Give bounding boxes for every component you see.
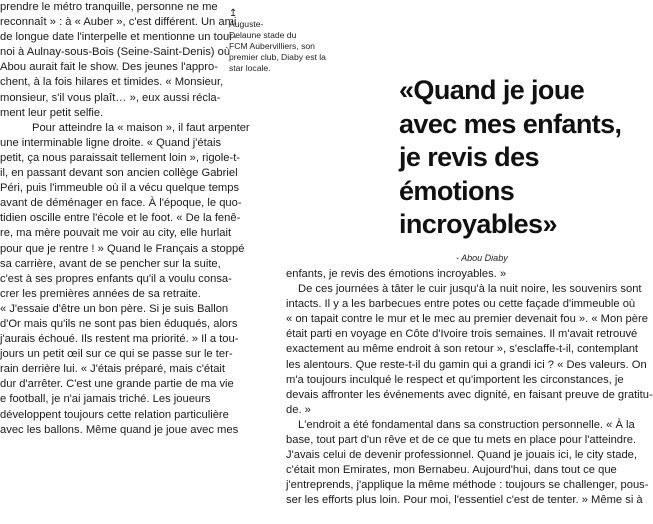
left-line: reconnaît » : à « Auber », c'est différent. Un ami — [0, 16, 237, 29]
left-line: j'aurais échoué. Ils restent ma priorité. » Il a tou- — [0, 333, 239, 346]
caption-line: Delaune stade du — [229, 30, 297, 40]
caption-line: star locale. — [229, 63, 271, 73]
pull-quote-line: émotions — [399, 175, 515, 206]
left-line: jours un petit œil sur ce qui se passe sur le ter- — [0, 348, 233, 361]
left-line: il, en passant devant son ancien collège Gabriel — [0, 167, 238, 180]
left-line: pour que je rentre ! » Quand le Français a stoppé — [0, 242, 245, 255]
left-line: e football, je n'ai jamais triché. Les joueurs — [0, 393, 211, 406]
right-line: m'a toujours inculqué le respect et qu'importent les circonstances, je — [286, 373, 624, 386]
left-line: d'Or mais qu'ils ne sont pas bien éduqués, alors — [0, 317, 238, 330]
pull-quote-author: - Abou Diaby — [456, 253, 508, 263]
pull-quote — [399, 74, 651, 242]
right-line: L'endroit a été fondamental dans sa construction personnelle. « À la — [298, 418, 635, 431]
caption-line: Auguste- — [229, 19, 264, 29]
left-line: de longue date l'interpelle et mentionne un tour- — [0, 31, 237, 44]
right-line: j'entreprends, j'applique la même méthode : toujours se challenger, pous- — [286, 479, 649, 492]
left-line: noi à Aulnay-sous-Bois (Seine-Saint-Denis) où — [0, 46, 231, 59]
left-line: dur d'arrêter. C'est une grande partie de ma vie — [0, 378, 234, 391]
left-line: Pour atteindre la « maison », il faut arpenter — [32, 121, 250, 134]
right-line: J'avais celui de devenir professionnel. Quand je jouais ici, le city stade, — [286, 449, 638, 462]
right-line: c'était mon Emirates, mon Bernabeu. Aujourd'hui, dans tout ce que — [286, 464, 617, 477]
photo-caption — [229, 9, 339, 74]
pull-quote-line: incroyables» — [399, 209, 557, 239]
left-line: avant de déménager en face. À l'époque, le quo- — [0, 197, 242, 210]
right-line: base, tout part d'un rêve et de ce que tu mets en place pour l'atteindre. — [286, 434, 637, 447]
left-line: Péri, puis l'immeuble où il a vécu quelque temps — [0, 182, 240, 195]
caption-line: premier club, Diaby est la — [229, 52, 326, 62]
left-line: prendre le métro tranquille, personne ne me — [0, 1, 218, 13]
right-line: était parti en voyage en Côte d'Ivoire trois semaines. Il m'avait retrouvé — [286, 328, 638, 341]
right-line: exactement au même endroit à son retour », s'esclaffe-t-il, contemplant — [286, 343, 639, 356]
left-line: chent, à la fois hilares et timides. « Monsieur, — [0, 76, 224, 89]
left-line: avec les ballons. Même quand je joue avec mes — [0, 423, 239, 436]
left-line: c'est à ses propres enfants qu'il a voulu consa- — [0, 272, 232, 285]
pull-quote-line: avec mes enfants, — [399, 108, 622, 139]
left-line: tidien oscille entre l'école et le foot. « De la fenê- — [0, 212, 241, 225]
right-line: ser les efforts plus loin. Pour moi, l'essentiel c'est de tenter. » Même si à — [286, 494, 643, 507]
right-line: les alentours. Que reste-t-il du gamin qui a grandi ici ? « Des valeurs. On — [286, 358, 647, 371]
left-line: « J'essaie d'être un bon père. Si je suis Ballon — [0, 302, 229, 315]
right-article-column — [286, 267, 653, 509]
left-line: ment leur petit selfie. — [0, 106, 104, 119]
left-line: petit, ça nous paraissait tellement loin », rigole-t- — [0, 151, 241, 164]
right-line: « on tapait contre le mur et le mec au premier devenait fou ». « Mon père — [286, 313, 648, 326]
right-line: enfants, je revis des émotions incroyables. » — [286, 268, 507, 280]
right-line: devais affronter les événements avec dignité, en faisant preuve de gratitu- — [286, 388, 653, 401]
left-line: une interminable ligne droite. « Quand j'étais — [0, 136, 222, 149]
caption-line: FCM Aubervilliers, son — [229, 41, 315, 51]
left-line: re, ma mère pouvait me voir au city, elle hurlait — [0, 227, 232, 240]
caption-arrow-icon: ↥ — [229, 8, 238, 19]
left-line: rain derrière lui. « J'étais préparé, mais c'était — [0, 363, 226, 376]
pull-quote-line: je revis des — [399, 142, 539, 172]
right-line: de. » — [286, 403, 311, 416]
right-line: De ces journées à tâter le cuir jusqu'à la nuit noire, les souvenirs sont — [298, 283, 642, 296]
left-line: sa carrière, avant de se pencher sur la suite, — [0, 257, 221, 270]
pull-quote-line: «Quand je joue — [399, 75, 585, 105]
right-line: intacts. Il y a les barbecues entre potes ou cette façade d'immeuble où — [286, 298, 636, 311]
left-line: développent toujours cette relation particulière — [0, 408, 229, 421]
left-line: monsieur, s'il vous plaît… », eux aussi récla- — [0, 91, 221, 104]
left-line: Abou aurait fait le show. Des jeunes l'appro- — [0, 61, 218, 74]
left-line: crer les premières années de sa retraite. — [0, 287, 201, 300]
